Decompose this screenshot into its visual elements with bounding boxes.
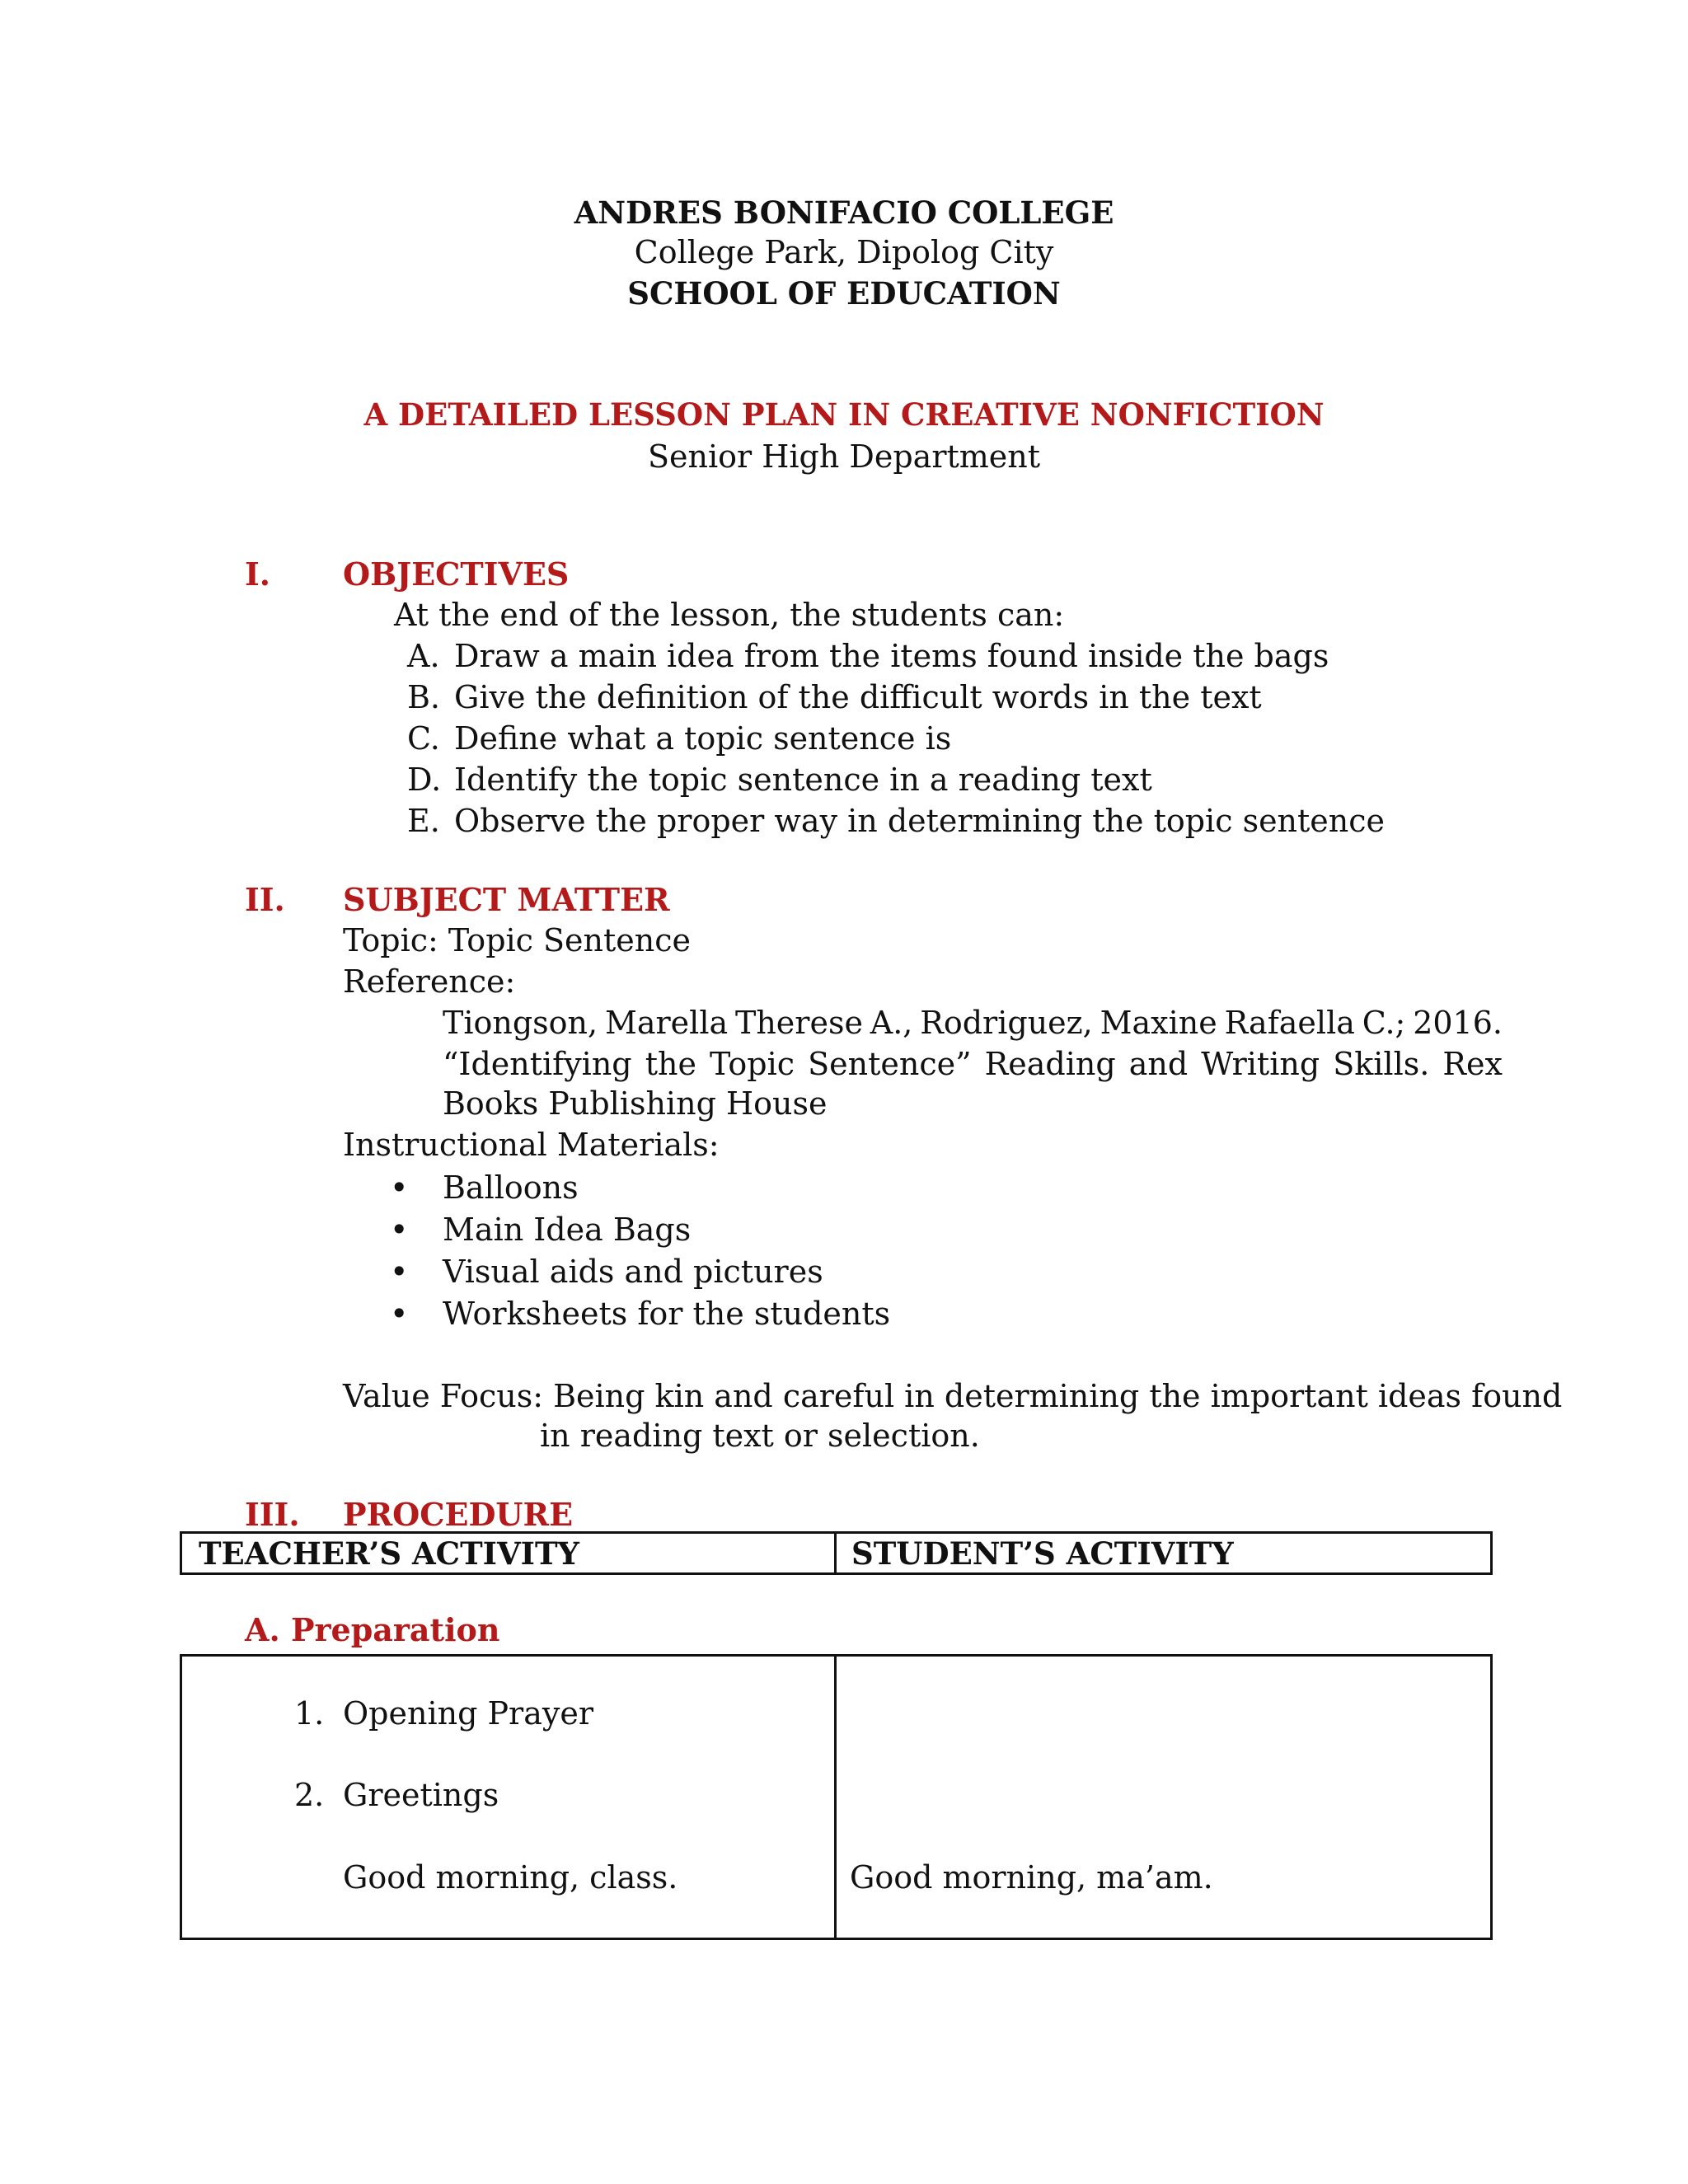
- preparation-table: [180, 1654, 1493, 1940]
- school-name: SCHOOL OF EDUCATION: [627, 275, 1061, 312]
- teacher-activity-cell: [181, 1656, 836, 1939]
- objective-letter: E.: [407, 803, 440, 839]
- material-item: Balloons: [443, 1169, 579, 1206]
- procedure-heading: PROCEDURE: [343, 1496, 574, 1533]
- objective-letter: B.: [407, 679, 441, 715]
- objective-text: Define what a topic sentence is: [454, 720, 952, 757]
- subject-matter-numeral: II.: [245, 881, 285, 918]
- objective-letter: C.: [407, 720, 440, 757]
- college-address: College Park, Dipolog City: [634, 234, 1054, 270]
- material-item: Visual aids and pictures: [443, 1254, 823, 1290]
- material-item: Main Idea Bags: [443, 1212, 692, 1248]
- subject-matter-heading: SUBJECT MATTER: [343, 881, 670, 918]
- bullet-icon: •: [390, 1169, 409, 1206]
- objective-text: Identify the topic sentence in a reading text: [454, 762, 1152, 798]
- objective-letter: A.: [407, 638, 440, 674]
- reference-line-1: Tiongson, Marella Therese A., Rodriguez, Maxine Rafaella C.; 2016.: [443, 1005, 1503, 1041]
- student-activity-header-cell: [836, 1533, 1492, 1574]
- step-number: 2.: [294, 1777, 325, 1813]
- teacher-activity-header: TEACHER’S ACTIVITY: [199, 1535, 579, 1572]
- material-item: Worksheets for the students: [443, 1296, 891, 1332]
- step-text: Greetings: [343, 1777, 499, 1813]
- reference-line-3: Books Publishing House: [443, 1085, 828, 1122]
- activity-header-table: [180, 1531, 1493, 1575]
- department-name: Senior High Department: [647, 438, 1041, 475]
- student-activity-cell: [836, 1656, 1492, 1939]
- objectives-numeral: I.: [245, 555, 271, 593]
- materials-label: Instructional Materials:: [343, 1127, 720, 1163]
- reference-line-2: “Identifying the Topic Sentence” Reading and Writing Skills. Rex: [443, 1046, 1503, 1082]
- objective-letter: D.: [407, 762, 442, 798]
- value-focus-line-2: in reading text or selection.: [540, 1418, 980, 1454]
- objectives-heading: OBJECTIVES: [343, 555, 570, 593]
- value-focus-line-1: Value Focus: Being kin and careful in determining the important ideas found: [343, 1378, 1563, 1414]
- objective-text: Observe the proper way in determining the topic sentence: [454, 803, 1386, 839]
- teacher-activity-header-cell: [181, 1533, 836, 1574]
- lesson-plan-title: A DETAILED LESSON PLAN IN CREATIVE NONFICTION: [363, 396, 1325, 433]
- student-activity-header: STUDENT’S ACTIVITY: [851, 1535, 1234, 1572]
- objective-text: Draw a main idea from the items found inside the bags: [454, 638, 1329, 674]
- procedure-numeral: III.: [245, 1496, 300, 1533]
- section-preparation-heading: A. Preparation: [245, 1611, 500, 1648]
- reference-label: Reference:: [343, 963, 516, 1000]
- objective-text: Give the definition of the difficult words in the text: [454, 679, 1262, 715]
- bullet-icon: •: [390, 1212, 409, 1248]
- teacher-greeting: Good morning, class.: [343, 1859, 678, 1896]
- step-number: 1.: [294, 1695, 325, 1732]
- student-greeting: Good morning, ma’am.: [850, 1859, 1213, 1896]
- step-text: Opening Prayer: [343, 1695, 593, 1732]
- college-name: ANDRES BONIFACIO COLLEGE: [574, 194, 1114, 231]
- topic-line: Topic: Topic Sentence: [343, 922, 692, 958]
- objectives-intro: At the end of the lesson, the students can:: [394, 597, 1065, 633]
- bullet-icon: •: [390, 1296, 409, 1332]
- bullet-icon: •: [390, 1254, 409, 1290]
